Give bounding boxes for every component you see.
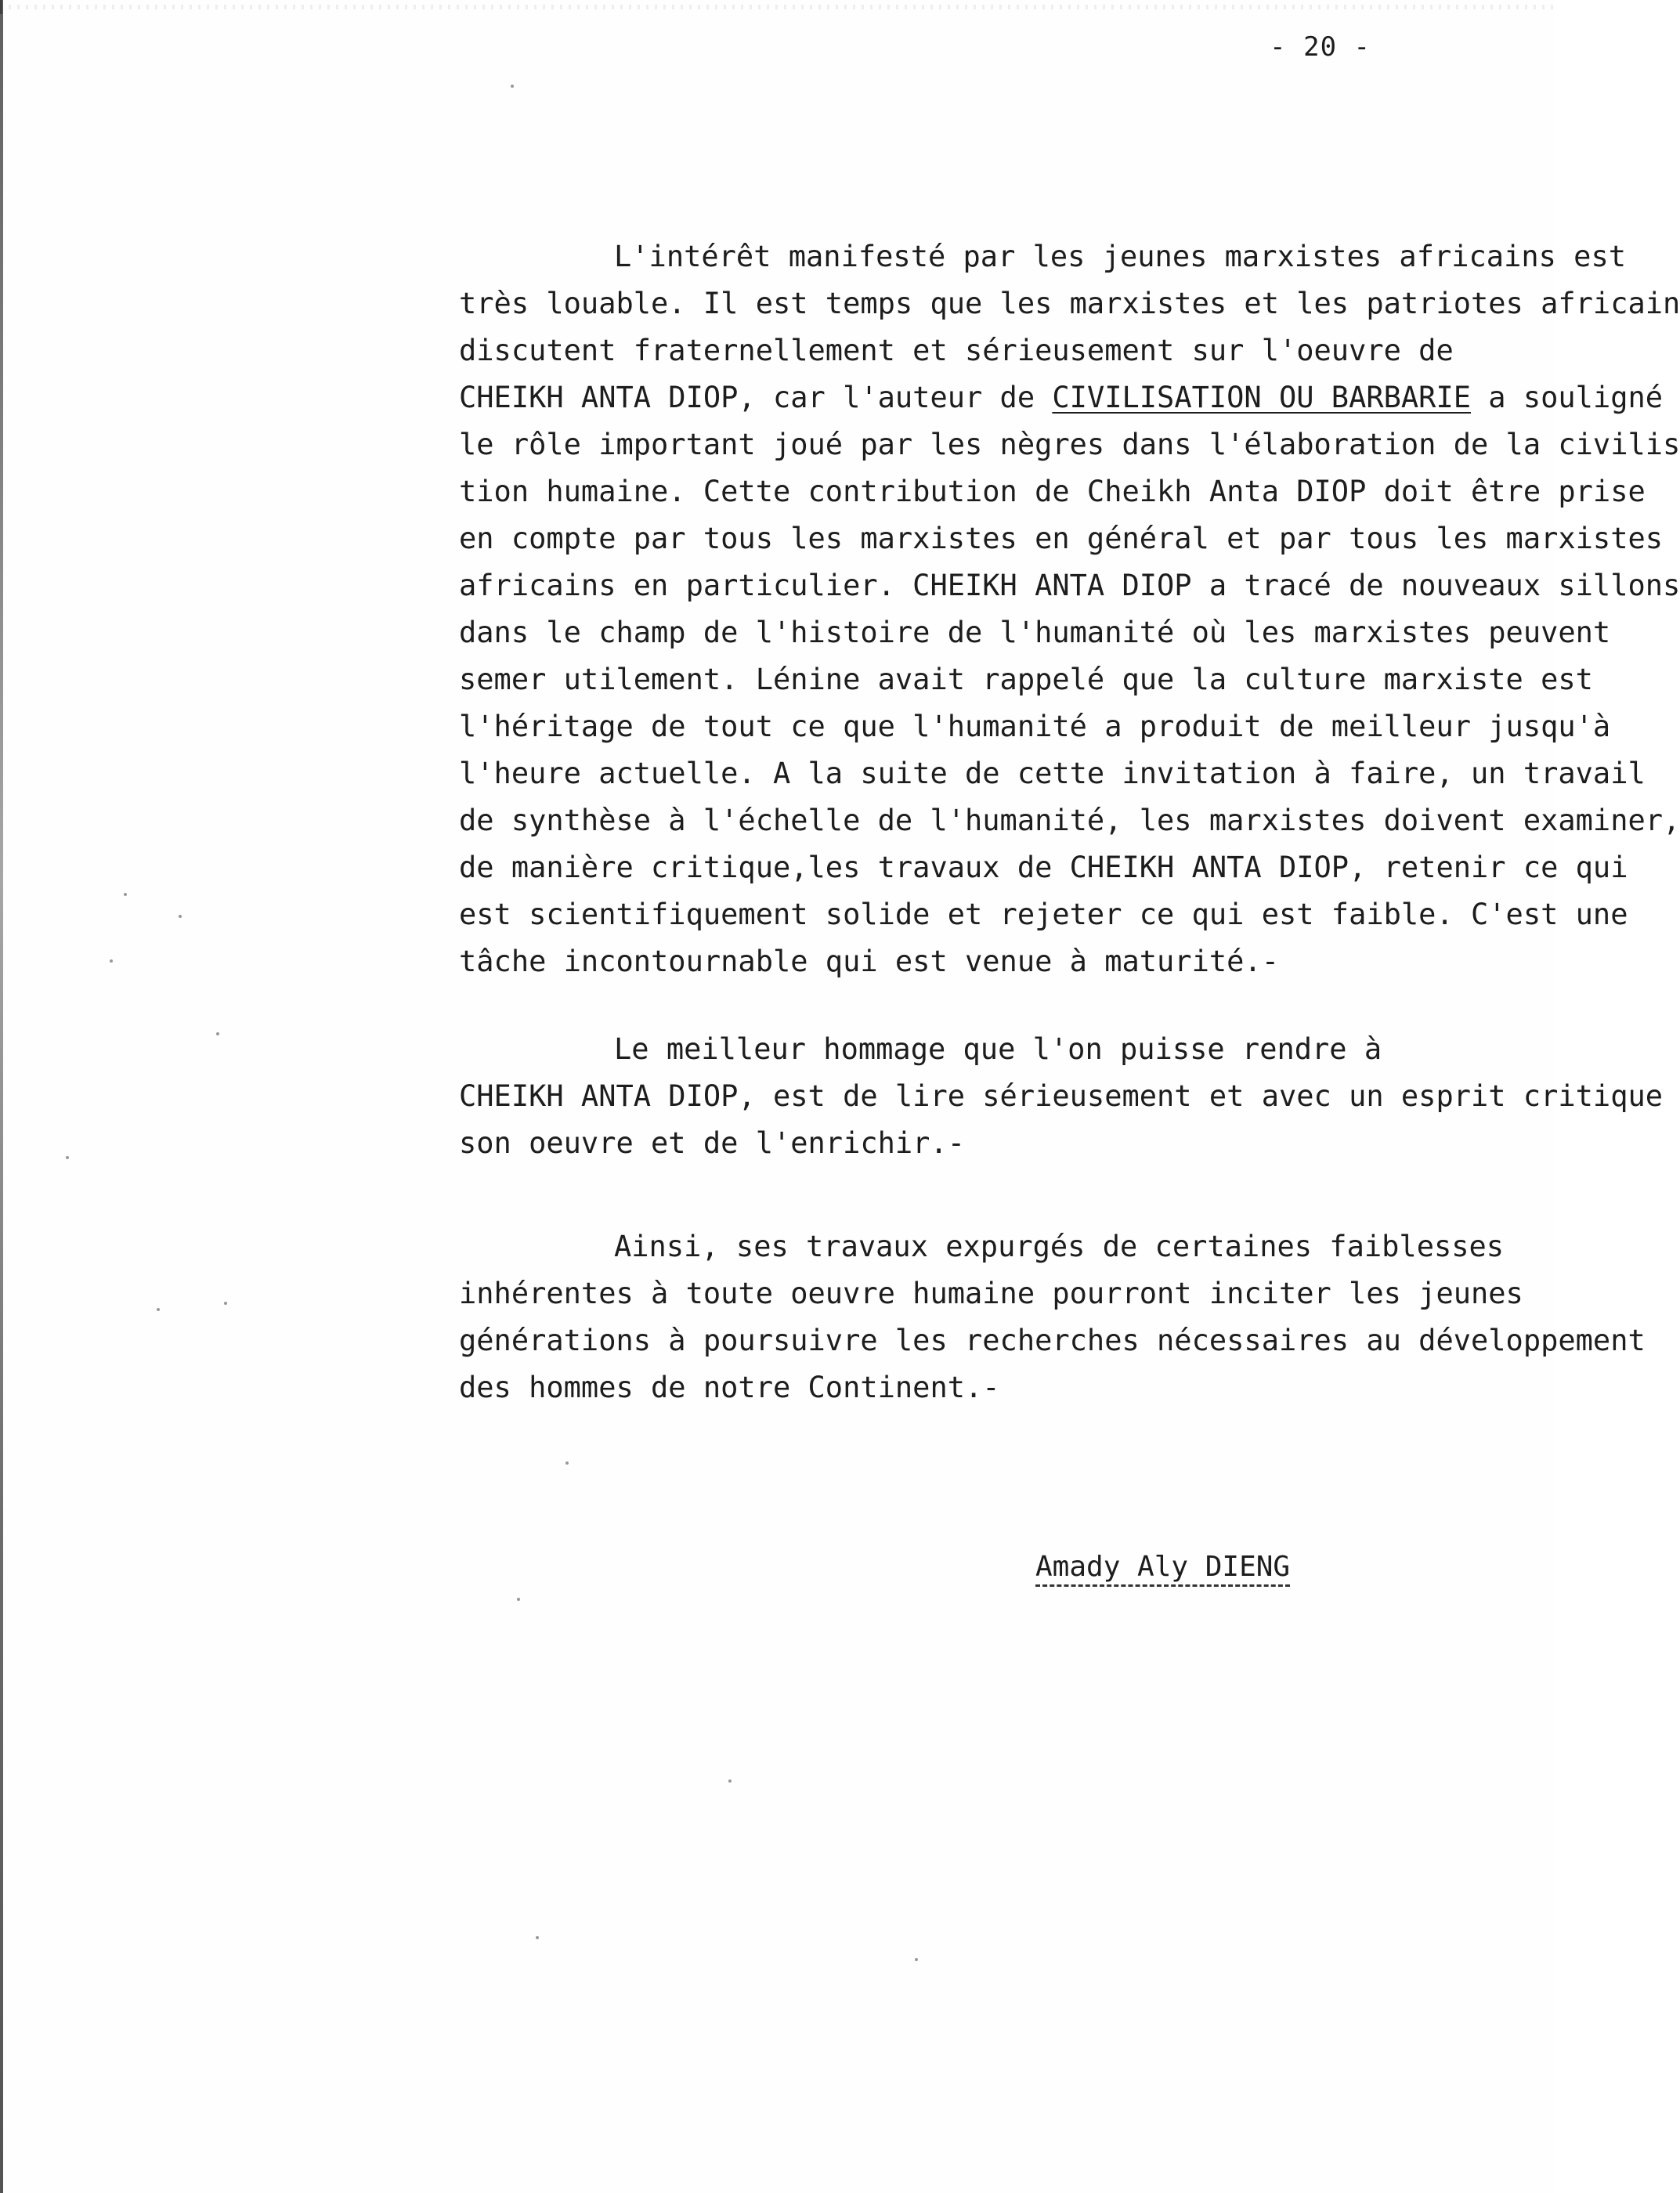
text-line: de manière critique,les travaux de CHEIKH ANTA DIOP, retenir ce qui	[459, 851, 1628, 884]
text-segment: a souligné	[1471, 381, 1664, 414]
text-line: tion humaine. Cette contribution de Cheikh Anta DIOP doit être prise	[459, 475, 1646, 508]
text-line: des hommes de notre Continent.-	[459, 1371, 1000, 1404]
scan-corner-mark	[0, 0, 34, 14]
scan-speck	[728, 1779, 732, 1783]
text-line: tâche incontournable qui est venue à maturité.-	[459, 945, 1279, 978]
text-line: discutent fraternellement et sérieusement sur l'oeuvre de	[459, 334, 1454, 367]
paragraph-2	[459, 1026, 1664, 1167]
text-line: Ainsi, ses travaux expurgés de certaines faiblesses	[614, 1230, 1505, 1263]
text-line: Le meilleur hommage que l'on puisse rendre à	[614, 1032, 1382, 1066]
author-signature: Amady Aly DIENG	[1035, 1551, 1290, 1587]
text-line: semer utilement. Lénine avait rappelé que la culture marxiste est	[459, 663, 1593, 696]
text-line-with-title	[459, 374, 1664, 421]
scan-speck	[511, 85, 514, 88]
scan-speck	[124, 893, 127, 896]
text-line: très louable. Il est temps que les marxistes et les patriotes africain	[459, 287, 1680, 320]
text-line: est scientifiquement solide et rejeter ce qui est faible. C'est une	[459, 898, 1628, 931]
text-line: son oeuvre et de l'enrichir.-	[459, 1126, 966, 1160]
book-title: CIVILISATION OU BARBARIE	[1052, 381, 1472, 414]
scan-speck	[536, 1936, 539, 1939]
paragraph-1	[459, 233, 1680, 985]
text-segment: CHEIKH ANTA DIOP, car l'auteur de	[459, 381, 1053, 414]
scan-speck	[915, 1958, 918, 1961]
scan-speck	[216, 1032, 219, 1035]
scan-speck	[157, 1308, 160, 1311]
text-line: générations à poursuivre les recherches nécessaires au développement	[459, 1324, 1646, 1357]
text-line: l'heure actuelle. A la suite de cette invitation à faire, un travail	[459, 757, 1646, 790]
scan-speck	[565, 1461, 569, 1465]
text-line: le rôle important joué par les nègres dans l'élaboration de la civilis	[459, 428, 1680, 461]
scan-speck	[66, 1156, 69, 1159]
scan-speck	[517, 1598, 520, 1601]
text-line: de synthèse à l'échelle de l'humanité, les marxistes doivent examiner,	[459, 804, 1680, 837]
scan-speck	[110, 959, 113, 963]
text-line: inhérentes à toute oeuvre humaine pourront inciter les jeunes	[459, 1277, 1523, 1310]
text-line: l'héritage de tout ce que l'humanité a produit de meilleur jusqu'à	[459, 710, 1611, 743]
scan-speck	[224, 1302, 227, 1305]
text-line: africains en particulier. CHEIKH ANTA DIOP a tracé de nouveaux sillons	[459, 569, 1680, 602]
text-line: en compte par tous les marxistes en général et par tous les marxistes	[459, 522, 1664, 555]
scan-speck	[179, 915, 182, 918]
scan-top-streak	[0, 5, 1554, 9]
scan-left-edge	[0, 0, 3, 2193]
text-line: dans le champ de l'histoire de l'humanité où les marxistes peuvent	[459, 616, 1611, 649]
text-line: L'intérêt manifesté par les jeunes marxistes africains est	[614, 240, 1627, 273]
page-number: - 20 -	[1270, 31, 1371, 63]
text-line: CHEIKH ANTA DIOP, est de lire sérieusement et avec un esprit critique	[459, 1079, 1664, 1113]
paragraph-3	[459, 1223, 1646, 1411]
